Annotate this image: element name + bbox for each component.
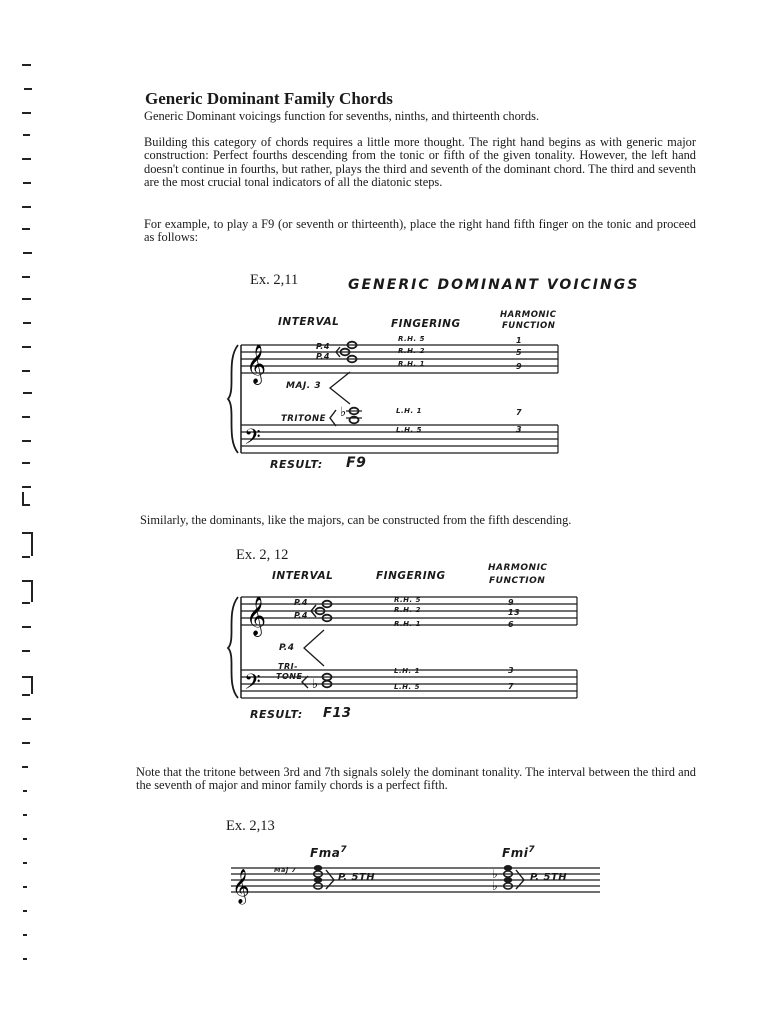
- function-thirteenth: 13: [508, 608, 521, 617]
- flat-icon: ♭: [492, 867, 498, 881]
- flat-icon: ♭: [492, 879, 498, 893]
- fingering-rh2: R.H. 2: [394, 606, 422, 614]
- function-sixth: 6: [508, 620, 515, 629]
- interval-tritone-lower: TONE: [276, 672, 303, 681]
- example-intro-paragraph: For example, to play a F9 (or seventh or thirteenth), place the right hand fifth finger on the tonic and proceed as follows:: [144, 217, 696, 245]
- function-column-header: FUNCTION: [502, 321, 556, 331]
- example-heading: GENERIC DOMINANT VOICINGS: [348, 277, 640, 293]
- fingering-column-header: FINGERING: [391, 318, 461, 330]
- bass-clef-icon: 𝄢: [244, 425, 261, 455]
- interval-column-header: INTERVAL: [278, 316, 340, 328]
- fingering-rh2: R.H. 2: [398, 347, 426, 355]
- result-value: F13: [323, 706, 352, 721]
- treble-clef-icon: 𝄞: [246, 596, 267, 636]
- interval-p4-upper: P.4: [316, 342, 330, 351]
- result-label: RESULT:: [270, 458, 323, 471]
- fingering-lh5: L.H. 5: [396, 426, 422, 434]
- function-ninth: 9: [508, 598, 515, 607]
- fingering-rh5: R.H. 5: [398, 335, 426, 343]
- function-seventh: 7: [516, 408, 523, 417]
- note-head: [504, 865, 513, 871]
- interval-p4-lower: P.4: [294, 611, 308, 620]
- fingering-rh1: R.H. 1: [394, 620, 422, 628]
- bass-clef-icon: 𝄢: [244, 670, 261, 700]
- interval-maj3: MAJ. 3: [286, 381, 322, 391]
- interval-tritone: TRITONE: [281, 414, 326, 424]
- note-head: [314, 865, 323, 871]
- fingering-column-header: FINGERING: [376, 570, 446, 582]
- note-head: [314, 877, 323, 883]
- interval-column-header: INTERVAL: [272, 570, 334, 582]
- treble-clef-icon: 𝄞: [246, 344, 267, 384]
- interval-p4-upper: P.4: [294, 598, 308, 607]
- construction-paragraph: Building this category of chords requires a little more thought. The right hand begins as with generic major construction: Perfect fourths descending from the tonic or fifth of the given tonality. However, the left hand doesn't continue in fourths, but rather, plays the third and seventh of the dominant chord. The third and seventh are the most crucial tonal indicators of all the diatonic steps.: [144, 135, 696, 189]
- function-third: 3: [508, 666, 515, 675]
- function-column-header: FUNCTION: [489, 576, 546, 586]
- treble-clef-icon: 𝄞: [232, 869, 250, 904]
- interval-p4-bridge: P.4: [279, 643, 295, 653]
- interval-p5-major: P. 5TH: [338, 872, 376, 883]
- function-fifth: 5: [516, 348, 523, 357]
- harmonic-column-header: HARMONIC: [488, 563, 548, 573]
- interval-tritone-upper: TRI-: [278, 662, 298, 671]
- flat-icon: ♭: [340, 405, 347, 420]
- note-head: [504, 877, 513, 883]
- result-value: F9: [346, 455, 367, 471]
- function-root: 1: [516, 336, 523, 345]
- example-label-2-12: Ex. 2, 12: [236, 547, 289, 563]
- interval-p4-lower: P.4: [316, 352, 330, 361]
- chord-fmi7: Fmi$^7$: [502, 845, 536, 860]
- example-label-2-13: Ex. 2,13: [226, 818, 275, 834]
- fingering-lh1: L.H. 1: [396, 407, 422, 415]
- fingering-lh1: L.H. 1: [394, 667, 420, 675]
- function-third: 3: [516, 425, 523, 434]
- flat-icon: ♭: [312, 677, 319, 692]
- fingering-rh5: R.H. 5: [394, 596, 422, 604]
- page-title: Generic Dominant Family Chords: [145, 89, 393, 108]
- function-ninth: 9: [516, 362, 523, 371]
- fingering-lh5: L.H. 5: [394, 683, 420, 691]
- chord-fma7: Fma$^7$: [310, 845, 348, 860]
- intro-paragraph: Generic Dominant voicings function for sevenths, ninths, and thirteenth chords.: [144, 109, 540, 123]
- harmonic-column-header: HARMONIC: [500, 310, 557, 320]
- fifth-descending-paragraph: Similarly, the dominants, like the majors, can be constructed from the fifth descending.: [140, 513, 572, 527]
- interval-p5-minor: P. 5TH: [530, 872, 568, 883]
- interval-maj7-label: Maj 7: [274, 866, 297, 874]
- fingering-rh1: R.H. 1: [398, 360, 426, 368]
- tritone-note-paragraph: Note that the tritone between 3rd and 7th signals solely the dominant tonality. The interval between the third and the seventh of major and minor family chords is a perfect fifth.: [136, 765, 696, 793]
- result-label: RESULT:: [250, 708, 303, 721]
- function-seventh: 7: [508, 682, 515, 691]
- example-label-2-11: Ex. 2,11: [250, 272, 299, 288]
